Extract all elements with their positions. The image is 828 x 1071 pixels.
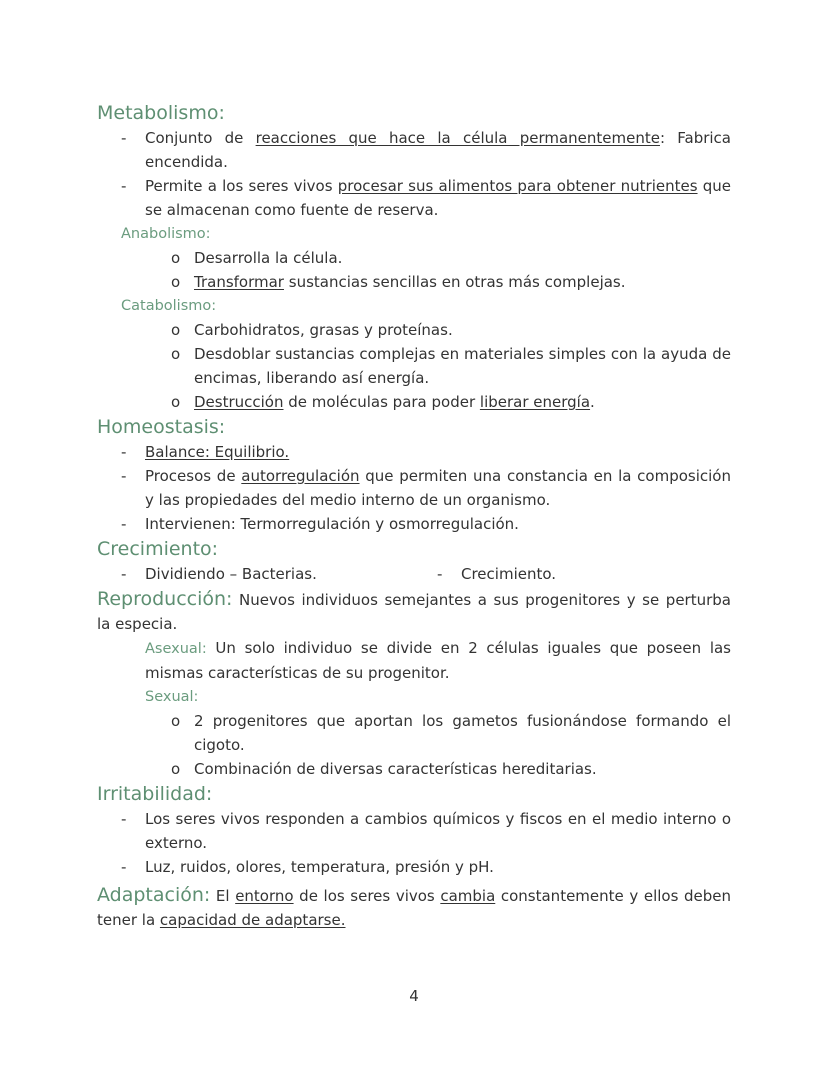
bullet-anabolismo-2: o Transformar sustancias sencillas en otras más complejas.	[97, 270, 731, 294]
heading-homeostasis: Homeostasis:	[97, 416, 226, 438]
crecimiento-row	[97, 562, 731, 586]
bullet-irritabilidad-2: - Luz, ruidos, olores, temperatura, presión y pH.	[97, 855, 731, 879]
paragraph-adaptacion: Adaptación: El entorno de los seres vivos cambia constantemente y ellos deben tener la capacidad de adaptarse.	[97, 884, 731, 929]
heading-reproduccion: Reproducción:	[97, 588, 233, 610]
heading-metabolismo: Metabolismo:	[97, 102, 225, 124]
label-asexual: Asexual:	[145, 641, 207, 657]
bullet-metabolismo-1: - Conjunto de reacciones que hace la célula permanentemente: Fabrica encendida.	[97, 126, 731, 174]
heading-irritabilidad: Irritabilidad:	[97, 783, 213, 805]
bullet-catabolismo-1: o Carbohidratos, grasas y proteínas.	[97, 318, 731, 342]
subheading-catabolismo: Catabolismo:	[121, 298, 217, 314]
document-page	[97, 100, 731, 932]
bullet-sexual-2: o Combinación de diversas características hereditarias.	[97, 757, 731, 781]
bullet-anabolismo-1: o Desarrolla la célula.	[97, 246, 731, 270]
page-number: 4	[409, 987, 419, 1005]
subheading-sexual: Sexual:	[145, 689, 199, 705]
subheading-anabolismo: Anabolismo:	[121, 226, 211, 242]
bullet-sexual-1: o 2 progenitores que aportan los gametos fusionándose formando el cigoto.	[97, 709, 731, 757]
bullet-catabolismo-2: o Desdoblar sustancias complejas en materiales simples con la ayuda de encimas, liberando así energía.	[97, 342, 731, 390]
bullet-homeostasis-1: - Balance: Equilibrio.	[97, 440, 731, 464]
heading-crecimiento: Crecimiento:	[97, 538, 219, 560]
bullet-homeostasis-2: - Procesos de autorregulación que permiten una constancia en la composición y las propiedades del medio interno de un organismo.	[97, 464, 731, 512]
bullet-irritabilidad-1: - Los seres vivos responden a cambios químicos y fiscos en el medio interno o externo.	[97, 807, 731, 855]
paragraph-asexual: Asexual: Un solo individuo se divide en 2 células iguales que poseen las mismas características de su progenitor.	[145, 639, 731, 682]
heading-adaptacion: Adaptación:	[97, 884, 211, 906]
bullet-metabolismo-2: - Permite a los seres vivos procesar sus alimentos para obtener nutrientes que se almacenan como fuente de reserva.	[97, 174, 731, 222]
bullet-catabolismo-3: o Destrucción de moléculas para poder liberar energía.	[97, 390, 731, 414]
bullet-crecimiento-2: - Crecimiento.	[437, 562, 556, 586]
bullet-homeostasis-3: - Intervienen: Termorregulación y osmorregulación.	[97, 512, 731, 536]
paragraph-reproduccion: Reproducción: Nuevos individuos semejantes a sus progenitores y se perturba la especia.	[97, 588, 731, 633]
bullet-crecimiento-1: - Dividiendo – Bacterias.	[97, 562, 437, 586]
